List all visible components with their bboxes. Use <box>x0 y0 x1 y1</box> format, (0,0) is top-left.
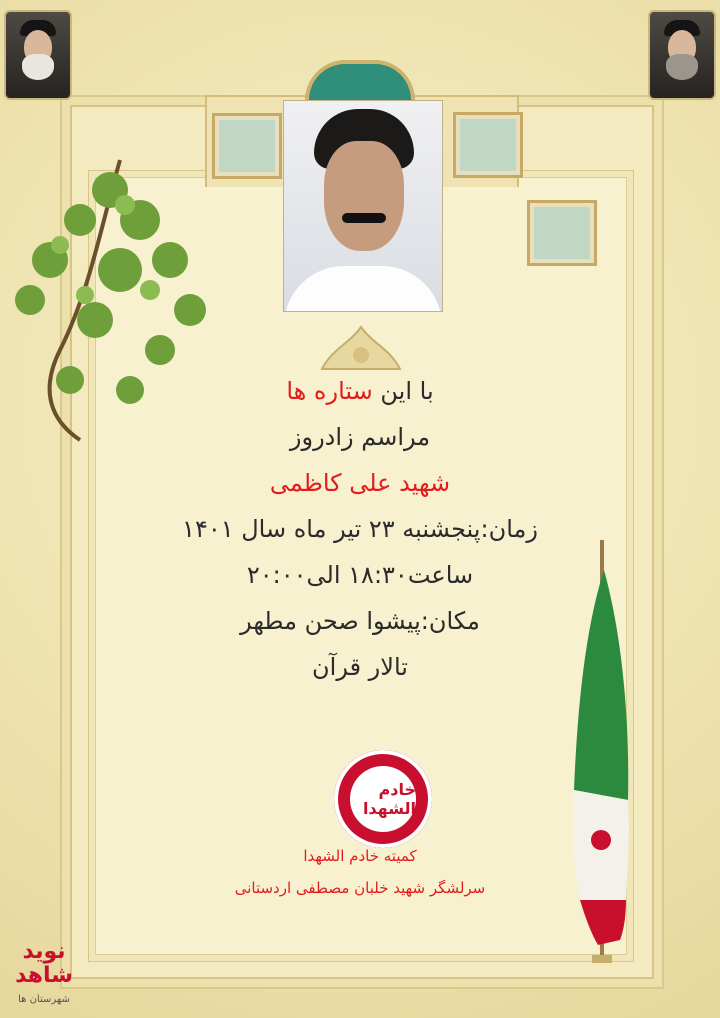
khadem-shohada-seal <box>334 750 432 848</box>
navid-shahed-logo <box>4 939 84 1005</box>
headline-line <box>150 368 570 414</box>
invitation-text <box>150 368 570 690</box>
logo-sub-text: شهرستان ها <box>18 994 70 1005</box>
event-time: ساعت۱۸:۳۰ الی۲۰:۰۰ <box>246 561 474 589</box>
event-location: مکان:پیشوا صحن مطهر <box>240 607 480 635</box>
iran-flag-icon <box>568 540 638 970</box>
leader-portrait-right <box>648 10 716 100</box>
ornament-icon <box>320 325 402 371</box>
decorative-tile <box>453 112 523 178</box>
division-name: سرلشگر شهید خلبان مصطفی اردستانی <box>234 879 486 897</box>
logo-main-text: نوید شاهد <box>15 939 73 988</box>
event-hall: تالار قرآن <box>312 653 408 681</box>
leader-portrait-left <box>4 10 72 100</box>
event-date: زمان:پنجشنبه ۲۳ تیر ماه سال ۱۴۰۱ <box>182 515 538 543</box>
seal-text: خادم الشهدا <box>350 766 416 832</box>
martyr-portrait <box>283 100 443 312</box>
martyr-name: شهید علی کاظمی <box>269 469 451 497</box>
decorative-tile <box>527 200 597 266</box>
ceremony-title: مراسم زادروز <box>289 423 431 451</box>
headline-prefix: با این <box>380 377 434 405</box>
footer-organizers <box>150 840 570 904</box>
headline-highlight: ستاره ها <box>286 377 373 405</box>
committee-name: کمیته خادم الشهدا <box>303 847 417 865</box>
